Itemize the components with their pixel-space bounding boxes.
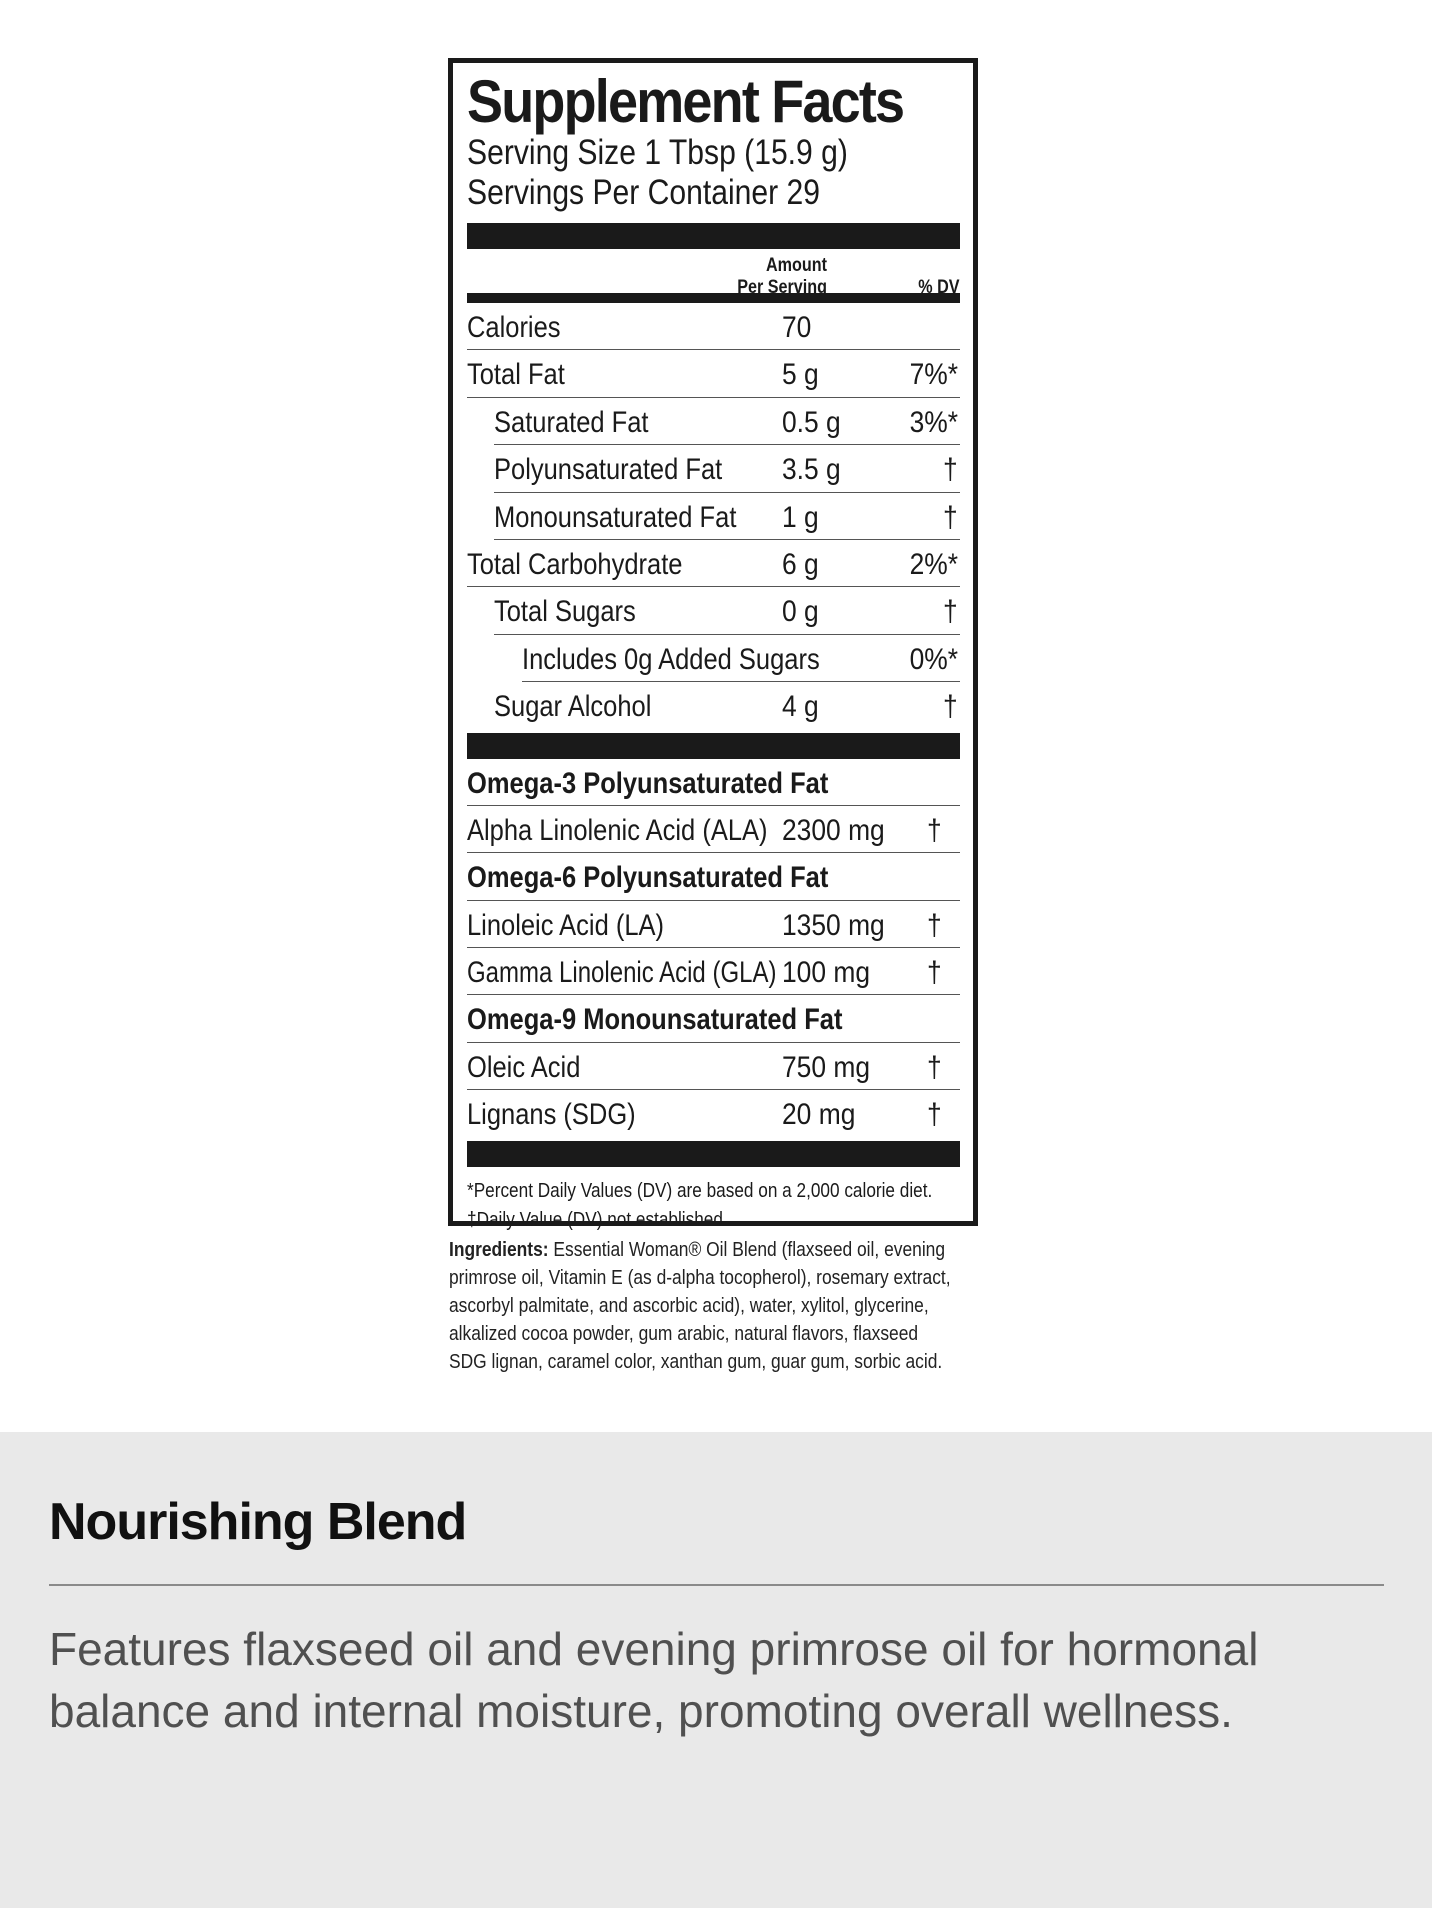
nutrient-dv: 3%*: [909, 405, 958, 439]
ingredients-line: SDG lignan, caramel color, xanthan gum, guar gum, sorbic acid.: [449, 1351, 943, 1373]
fatty-acid-amount: 100 mg: [782, 956, 871, 990]
nutrient-amount: 0 g: [782, 595, 819, 629]
fatty-acid-name: Lignans (SDG): [467, 1098, 636, 1132]
nutrient-amount: 70: [782, 311, 812, 344]
nutrient-dv: †: [943, 500, 958, 534]
nutrient-row: [467, 303, 960, 350]
serving-size: Serving Size 1 Tbsp (15.9 g): [467, 133, 848, 172]
nutrient-name: Total Carbohydrate: [467, 547, 683, 581]
amount-per-serving-header: Amount Per Serving: [737, 255, 827, 298]
nutrient-amount: 0.5 g: [782, 405, 841, 439]
fatty-acid-dv: †: [927, 908, 942, 942]
ingredients-line: ascorbyl palmitate, and ascorbic acid), water, xylitol, glycerine,: [449, 1295, 929, 1317]
fatty-acid-heading-row: [467, 995, 960, 1042]
footnote-dv-not-established: †Daily Value (DV) not established.: [467, 1208, 728, 1231]
nutrient-row: [494, 493, 960, 540]
fatty-acid-row: [467, 948, 960, 995]
fatty-acid-name: Oleic Acid: [467, 1050, 581, 1084]
fatty-acid-row: [467, 1043, 960, 1090]
nutrient-dv: †: [943, 453, 958, 487]
feature-description: Features flaxseed oil and evening primrose oil for hormonal balance and internal moisture, promoting overall wellness.: [49, 1623, 1259, 1737]
nutrient-amount: 1 g: [782, 500, 819, 534]
nutrient-dv: 0%*: [909, 642, 958, 676]
nutrient-row: [522, 635, 960, 682]
separator-bar: [467, 223, 960, 249]
supplement-facts-panel: [448, 58, 978, 1231]
facts-title: Supplement Facts: [467, 68, 904, 135]
fatty-acid-name: Alpha Linolenic Acid (ALA): [467, 813, 768, 847]
separator-bar: [467, 1141, 960, 1167]
nutrient-row: [494, 587, 960, 634]
fatty-acid-name: Linoleic Acid (LA): [467, 908, 665, 942]
nutrient-name: Monounsaturated Fat: [494, 500, 737, 534]
nutrient-dv: †: [943, 595, 958, 629]
feature-card: [0, 1432, 1432, 1908]
nutrient-name: Total Fat: [467, 358, 565, 392]
ingredients-line: Essential Woman® Oil Blend (flaxseed oil, evening: [548, 1239, 946, 1261]
ingredients-label: Ingredients:: [449, 1239, 549, 1261]
nutrient-dv: 2%*: [909, 547, 958, 581]
fatty-acid-name: Gamma Linolenic Acid (GLA): [467, 956, 777, 990]
fatty-acid-amount: 2300 mg: [782, 813, 885, 847]
fatty-acid-heading: Omega-6 Polyunsaturated Fat: [467, 861, 829, 895]
footnotes: [467, 1177, 933, 1235]
separator-bar: [467, 733, 960, 759]
nutrient-name: Includes 0g Added Sugars: [522, 642, 820, 676]
fatty-acid-dv: †: [927, 1098, 942, 1132]
nutrient-name: Sugar Alcohol: [494, 690, 652, 724]
nutrient-dv: †: [943, 690, 958, 724]
ingredients-line: alkalized cocoa powder, gum arabic, natural flavors, flaxseed: [449, 1323, 919, 1345]
fatty-acid-amount: 750 mg: [782, 1050, 871, 1084]
nutrient-row: [467, 350, 960, 397]
fatty-acid-heading-row: [467, 853, 960, 900]
nutrient-name: Calories: [467, 311, 561, 344]
nutrient-amount: 4 g: [782, 690, 819, 724]
fatty-acid-dv: †: [927, 813, 942, 847]
nutrient-row: [467, 540, 960, 587]
nutrient-name: Polyunsaturated Fat: [494, 453, 723, 487]
feature-title: Nourishing Blend: [49, 1493, 467, 1551]
nutrient-dv: 7%*: [909, 358, 958, 392]
nutrient-name: Total Sugars: [494, 595, 636, 629]
nutrient-name: Saturated Fat: [494, 405, 649, 439]
nutrient-amount: 6 g: [782, 547, 819, 581]
fatty-acid-row: [467, 1090, 960, 1137]
fatty-acid-heading: Omega-9 Monounsaturated Fat: [467, 1003, 843, 1037]
ingredients-text: [449, 1236, 980, 1376]
nutrient-amount: 3.5 g: [782, 453, 841, 487]
fatty-acid-row: [467, 806, 960, 853]
nutrient-amount: 5 g: [782, 358, 819, 392]
fatty-acid-heading-row: [467, 759, 960, 806]
nutrient-row: [494, 682, 960, 729]
fatty-acid-amount: 20 mg: [782, 1098, 856, 1132]
footnote-percent-dv: *Percent Daily Values (DV) are based on a 2,000 calorie diet.: [467, 1179, 933, 1202]
column-header: [467, 249, 960, 298]
fatty-acid-amount: 1350 mg: [782, 908, 885, 942]
fatty-acid-row: [467, 901, 960, 948]
fatty-acid-dv: †: [927, 1050, 942, 1084]
fatty-acid-dv: †: [927, 956, 942, 990]
divider: [49, 1584, 1384, 1586]
nutrient-row: [494, 398, 960, 445]
servings-per-container: Servings Per Container 29: [467, 173, 821, 212]
fatty-acid-heading: Omega-3 Polyunsaturated Fat: [467, 766, 829, 800]
ingredients-line: primrose oil, Vitamin E (as d-alpha tocopherol), rosemary extract,: [449, 1267, 951, 1289]
nutrient-row: [494, 445, 960, 492]
dv-header: % DV: [918, 277, 960, 298]
